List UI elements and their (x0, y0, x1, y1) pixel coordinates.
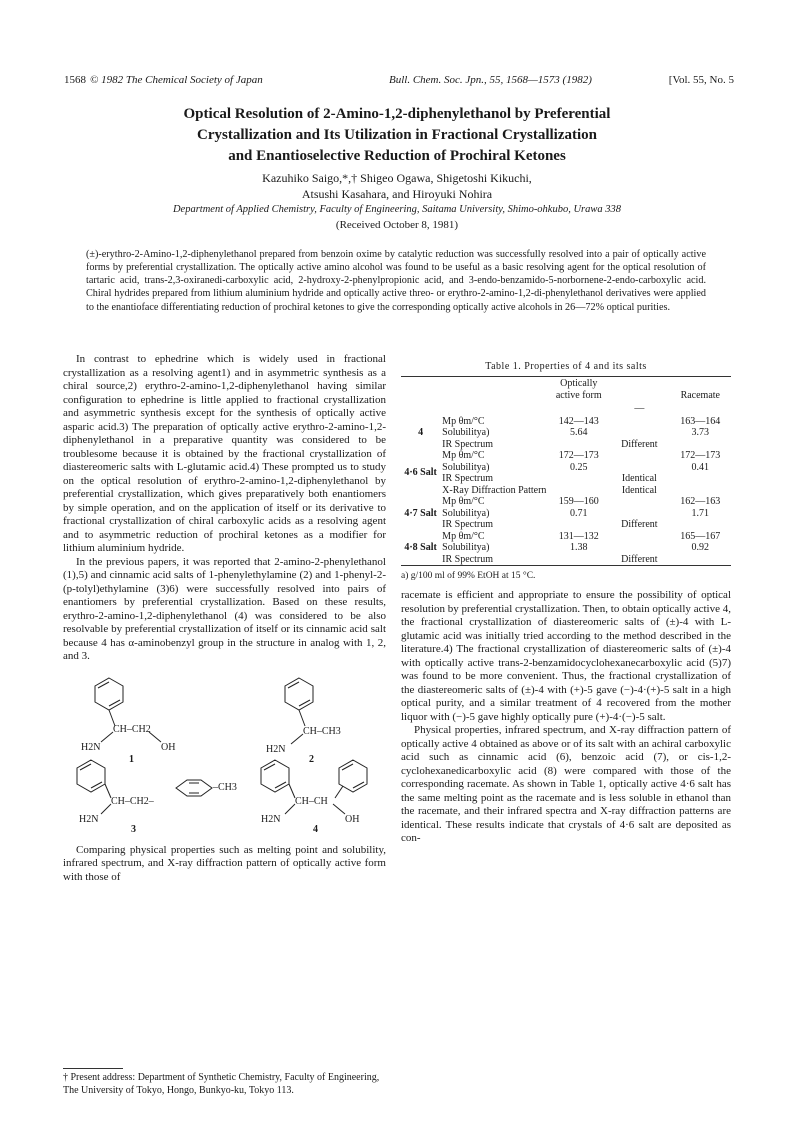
running-head (64, 74, 734, 90)
header-racemate: Racemate (680, 389, 720, 401)
table-racemate-cell: 0.41 (691, 461, 710, 473)
table-row (401, 485, 731, 497)
table-comparison-cell: Different (621, 553, 658, 565)
table-racemate-cell: 3.73 (691, 427, 710, 438)
table-group-label: 4·8 Salt (404, 542, 437, 553)
header-blank-2 (440, 377, 548, 402)
table-property-cell: Mp θm/°C (442, 530, 485, 542)
table-comparison-cell: Identical (621, 473, 657, 484)
structure-4-hydroxyl: OH (345, 813, 360, 825)
footnote-text: † Present address: Department of Synthetic Chemistry, Faculty of Engineering, The University of Tokyo, Hongo, Bunkyo-ku, Tokyo 113. (63, 1072, 380, 1096)
table-comparison-cell (609, 427, 669, 439)
results-paragraph-1: racemate is efficient and appropriate to ensure the possibility of optical resolution by preferential crystallization. Then, to obtain optically active 4, the fractional crystallization of diastereomeric salts of (±)-4 with L-glutamic acid was initially tried according to the method described in the literature.4) The fractional crystallization of diastereomeric salts of (±)-4 with optically active trans-2-benzamidocyclohexanecarboxylic acid (5)7) was found to be more convenient. Thus, the fractional crystallization of the diastereomeric salts of (±)-4 with (+)-5 gave (−)-4·(+)-5 salt in a high optical purity, and a similar treatment of 4 recovered from the mother liquor with (−)-5 gave highly optically pure (+)-4·(−)-5 salt. (401, 589, 731, 723)
table-active-cell: 1.38 (570, 542, 588, 553)
table-active-cell: 131—132 (558, 530, 599, 542)
structure-2-number: 2 (309, 753, 314, 765)
table-active-cell: 0.25 (570, 461, 588, 473)
table-property-cell: Mp θm/°C (442, 496, 485, 507)
table-active-cell: 0.71 (570, 507, 588, 519)
chemical-structures (63, 668, 386, 838)
table-row (401, 427, 731, 439)
right-column (401, 353, 731, 846)
page-number: 1568 (64, 74, 86, 86)
header-dash: — (634, 403, 645, 414)
table-group-label: 4·7 Salt (404, 507, 437, 519)
article-title (80, 104, 714, 167)
benzene-ring-4b (339, 760, 367, 792)
table-property-cell: IR Spectrum (442, 438, 493, 450)
table-racemate-cell (670, 439, 731, 451)
structure-1-chain: CH–CH2 (113, 723, 151, 735)
structure-3-number: 3 (131, 823, 136, 835)
table-property-cell: Mp θm/°C (442, 450, 485, 461)
table-active-cell: 5.64 (570, 427, 588, 438)
structure-4-chain: CH–CH (295, 795, 328, 807)
table-racemate-cell: 163—164 (680, 415, 721, 427)
table-property-cell: Solubilitya) (442, 542, 490, 553)
intro-paragraph-1: In contrast to ephedrine which is widely used in fractional crystallization as a resolving agent1) and in asymmetric synthesis as a chiral source,2) erythro-2-amino-1,2-diphenylethanol having similar configuration to ephedrine is little applied to fractional crystallization and asymmetric synthesis except for the synthesis of optically active asparic acid.3) The preparation of optically active erythro-2-amino-1,2-diphenylethanol in a preparative quantity was considered to be troublesome because it is obtained by the fractional crystallization of diastereomeric salts with L-glutamic acid.4) These prompted us to study on the optical resolution of erythro-2-amino-1,2-diphenylethanol by preferential crystallization, which gives preparatively both enantiomers by simple operation, and on the application of itself or its derivative to fractional crystallization of chiral carboxylic acids as a resolving agent and to asymmetric reduction of prochiral ketones as a modifier for lithium aluminium hydride. (63, 353, 386, 554)
copyright-notice: © 1982 The Chemical Society of Japan (90, 74, 263, 86)
authors-line-1: Kazuhiko Saigo,*,† Shigeo Ogawa, Shigetoshi Kikuchi, (262, 171, 532, 185)
table-comparison-cell (609, 450, 669, 462)
table-comparison-cell (609, 462, 669, 474)
table-comparison-cell: Different (621, 438, 658, 450)
table-row (401, 554, 731, 566)
table-racemate-cell: 165—167 (680, 530, 721, 542)
table-comparison-cell: Different (621, 519, 658, 530)
table-row (401, 473, 731, 485)
table-active-cell (548, 439, 609, 451)
table-comparison-cell (609, 496, 669, 508)
table-active-cell (548, 554, 609, 566)
benzene-ring-3a (77, 760, 105, 792)
table-row (401, 450, 731, 462)
affiliation: Department of Applied Chemistry, Faculty of Engineering, Saitama University, Shimo-ohkubo, Urawa 338 (172, 204, 622, 215)
table-title: Table 1. Properties of 4 and its salts (485, 361, 647, 372)
table-racemate-cell (670, 554, 731, 566)
table-row (401, 519, 731, 531)
table-row (401, 416, 731, 428)
benzene-ring-3b (176, 780, 212, 796)
intro-paragraph-3: Comparing physical properties such as melting point and solubility, infrared spectrum, and X-ray diffraction pattern of optically active form with those of (63, 843, 386, 883)
received-date: (Received October 8, 1981) (335, 219, 459, 231)
table-racemate-cell: 172—173 (680, 450, 721, 461)
table-active-cell: 159—160 (558, 496, 599, 507)
table-active-cell (548, 519, 609, 531)
results-paragraph-2: Physical properties, infrared spectrum, and X-ray diffraction pattern of optically active 4 obtained as above or of its salt with an achiral carboxylic acid such as cinnamic acid (6), benzoic acid (7), or cis-1,2-cyclohexanedicarboxylic acid (8) were compared with those of the corresponding racemate. As shown in Table 1, optically active 4·6 salt has the same melting point as the racemate and is less soluble in ethanol than the racemate, and their infrared spectra and X-ray diffraction patterns are identical. These results indicate that crystals of 4·6 salt are deposited as con- (401, 724, 731, 844)
table-group-label: 4 (418, 427, 424, 438)
table-racemate-cell (670, 473, 731, 485)
intro-paragraph-2: In the previous papers, it was reported that 2-amino-2-phenylethanol (1),5) and cinnamic acid salts of 1-phenylethylamine (2) and 1-phenyl-2-(p-tolyl)ethylamine (3)6) were successfully resolved into pairs of enantiomers by preferential crystallization. Based on these results, erythro-2-amino-1,2-diphenylethanol (4) was considered to be also resolvable by preferential crystallization of itself or its cinnamic acid salt because 4 has α-aminobenzyl group in the structure in analog with 1, 2, and 3. (63, 555, 386, 662)
structure-1-number: 1 (129, 753, 134, 765)
structure-2-chain: CH–CH3 (303, 725, 341, 737)
structure-1-amine: H2N (81, 741, 101, 753)
table-row (401, 439, 731, 451)
structure-2-amine: H2N (266, 743, 286, 755)
structure-4-amine: H2N (261, 813, 281, 825)
table-active-cell (548, 473, 609, 485)
table-comparison-cell (609, 531, 669, 543)
header-blank-1 (401, 377, 440, 402)
journal-citation: Bull. Chem. Soc. Jpn., 55, 1568—1573 (1982) (389, 74, 592, 86)
table-row (401, 462, 731, 474)
table-racemate-cell: 0.92 (691, 542, 710, 553)
table-property-cell: Solubilitya) (442, 427, 490, 438)
benzene-ring-4a (261, 760, 289, 792)
title-line-3: and Enantioselective Reduction of Prochiral Ketones (228, 148, 566, 164)
table-comparison-cell: Identical (621, 484, 657, 496)
benzene-ring-2 (285, 678, 313, 710)
table-comparison-cell (609, 416, 669, 428)
table-racemate-cell: 162—163 (680, 496, 721, 507)
table-comparison-cell (609, 542, 669, 554)
table-row (401, 496, 731, 508)
table-group-label: 4·6 Salt (404, 467, 437, 479)
table-racemate-cell (670, 519, 731, 531)
structure-3-amine: H2N (79, 813, 99, 825)
table-note: a) g/100 ml of 99% EtOH at 15 °C. (401, 571, 536, 581)
header-blank-3 (609, 377, 669, 402)
table-comparison-cell (609, 508, 669, 520)
table-property-cell: Solubilitya) (442, 461, 490, 473)
title-line-2: Crystallization and Its Utilization in Fractional Crystallization (197, 127, 597, 143)
table-active-cell: 142—143 (558, 415, 599, 427)
properties-table (401, 377, 731, 565)
table-property-cell: IR Spectrum (442, 553, 493, 565)
table-racemate-cell: 1.71 (691, 507, 710, 519)
structure-1-hydroxyl: OH (161, 741, 176, 753)
left-column (63, 353, 386, 884)
table-active-cell (548, 485, 609, 497)
table-property-cell: IR Spectrum (442, 473, 493, 484)
table-bottom-rule (401, 565, 731, 566)
table-property-cell: X-Ray Diffraction Pattern (442, 484, 547, 496)
table-racemate-cell (670, 485, 731, 497)
abstract: (±)-erythro-2-Amino-1,2-diphenylethanol prepared from benzoin oxime by catalytic reduction was successfully resolved into a pair of optically active forms by preferential crystallization. The optically active amino alcohol was found to be useful as a basic resolving agent for the optical resolution of tartaric acid, trans-2,3-oxiranedi-carboxylic acid, 2-hydroxy-2-phenylpropionic acid, and 3-endo-benzamido-5-norbornene-2-endo-carboxylic acid. Chiral hydrides prepared from lithium aluminium hydride and optically active threo- or erythro-2-amino-1,2-di-phenylethanol derivatives were applied to the enantioface differentiating reduction of prochiral ketones to give the corresponding optically active alcohols in 26—72% optical purities. (86, 249, 706, 313)
title-line-1: Optical Resolution of 2-Amino-1,2-diphenylethanol by Preferential (183, 106, 611, 122)
structure-3-chain: CH–CH2– (111, 795, 154, 807)
author-list (100, 170, 694, 202)
structure-drawings (63, 668, 386, 838)
table-property-cell: IR Spectrum (442, 519, 493, 530)
table-subheader-row (401, 402, 731, 416)
volume-issue: [Vol. 55, No. 5 (668, 74, 734, 86)
table-header-row (401, 377, 731, 402)
footnote (63, 1068, 386, 1097)
table-row (401, 542, 731, 554)
table-property-cell: Solubilitya) (442, 507, 490, 519)
table-row (401, 508, 731, 520)
structure-4-number: 4 (313, 823, 318, 835)
table-property-cell: Mp θm/°C (442, 415, 485, 427)
benzene-ring-1 (95, 678, 123, 710)
footnote-divider (63, 1068, 123, 1069)
table-active-cell: 172—173 (558, 450, 599, 461)
structure-3-tail: –CH3 (213, 781, 237, 793)
table-row (401, 531, 731, 543)
table-body (401, 416, 731, 566)
authors-line-2: Atsushi Kasahara, and Hiroyuki Nohira (301, 187, 493, 201)
header-optically-active: Optically active form (555, 378, 602, 401)
